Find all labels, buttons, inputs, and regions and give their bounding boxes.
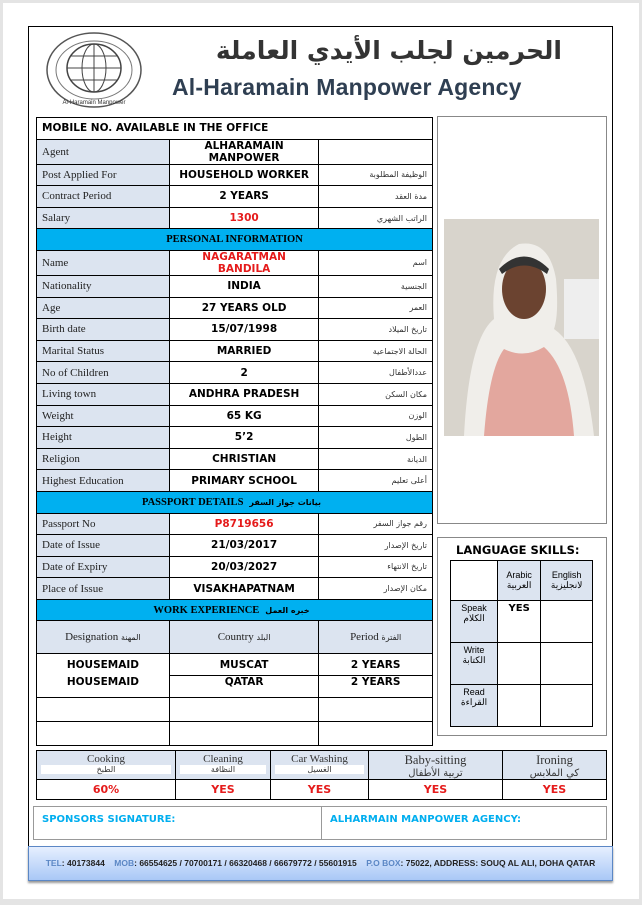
field-value: 20/03/2027 xyxy=(169,556,319,578)
lang-row-label xyxy=(451,643,498,685)
lang-arabic-value: YES xyxy=(498,601,541,643)
field-label: Date of Expiry xyxy=(37,556,170,578)
table-row xyxy=(37,578,433,600)
field-value: NAGARATMAN BANDILA xyxy=(169,250,319,275)
language-skills-table xyxy=(450,560,593,727)
field-label-arabic: أعلى تعليم xyxy=(319,470,433,492)
field-label-arabic: الديانة xyxy=(319,448,433,470)
skill-name-ar: كي الملابس xyxy=(529,768,580,779)
work-columns-row xyxy=(37,621,433,654)
skill-name-ar: الغسيل xyxy=(275,765,364,774)
work-designation: HOUSEMAID xyxy=(37,654,170,676)
skill-name-en: Car Washing xyxy=(291,753,348,765)
work-row-empty xyxy=(37,721,433,745)
column-country xyxy=(169,621,319,654)
personal-info-header: PERSONAL INFORMATION xyxy=(37,229,433,251)
lang-col-ar: العربية xyxy=(506,580,532,590)
field-value: ANDHRA PRADESH xyxy=(169,383,319,405)
agency-logo xyxy=(44,30,144,110)
skills-table xyxy=(36,750,607,800)
work-period: 2 YEARS xyxy=(319,654,433,676)
skill-name-en: Baby-sitting xyxy=(404,753,467,767)
field-value: 21/03/2017 xyxy=(169,535,319,557)
field-value: 2 xyxy=(169,362,319,384)
lang-col-en: English xyxy=(551,570,582,580)
field-label: Contract Period xyxy=(37,186,170,208)
skill-value: YES xyxy=(503,780,607,800)
work-designation: HOUSEMAID xyxy=(37,676,170,698)
lang-col-en: Arabic xyxy=(506,570,532,580)
field-label: Nationality xyxy=(37,275,170,297)
col-ar: الفترة xyxy=(381,633,402,643)
field-label-arabic: مكان الإصدار xyxy=(319,578,433,600)
col-en: Country xyxy=(217,631,254,644)
lang-arabic-value xyxy=(498,643,541,685)
mobile-notice: MOBILE NO. AVAILABLE IN THE OFFICE xyxy=(37,118,433,140)
lang-english-value xyxy=(541,643,593,685)
lang-col-ar: لانجليزية xyxy=(550,580,583,590)
field-label-arabic: تاريخ الإصدار xyxy=(319,535,433,557)
skill-name-ar: تربية الأطفال xyxy=(408,768,463,779)
field-label-arabic: الجنسية xyxy=(319,275,433,297)
lang-row-label xyxy=(451,601,498,643)
pobox-label: P.O BOX xyxy=(366,858,401,868)
lang-row-en: Read xyxy=(463,687,485,697)
main-info-table xyxy=(36,117,433,746)
skill-header xyxy=(37,751,176,780)
table-row xyxy=(37,448,433,470)
column-designation xyxy=(37,621,170,654)
skill-value: 60% xyxy=(37,780,176,800)
field-label: Passport No xyxy=(37,513,170,535)
field-value: HOUSEHOLD WORKER xyxy=(169,164,319,186)
lang-row xyxy=(451,685,593,727)
salary-value: 1300 xyxy=(169,207,319,229)
field-label: Agent xyxy=(37,139,170,164)
skill-header xyxy=(176,751,271,780)
footer-contact: TEL: 40173844 MOB: 66554625 / 70700171 / 66320468 / 66679772 / 55601915 P.O BOX: 75022, ADDRESS: SOUQ AL ALI, DOHA QATAR xyxy=(28,846,613,881)
skill-value: YES xyxy=(271,780,369,800)
mob-value: 66554625 / 70700171 / 66320468 / 66679772 / 55601915 xyxy=(139,858,357,868)
skill-name-en: Cooking xyxy=(87,753,125,765)
field-label-arabic: الوزن xyxy=(319,405,433,427)
skill-header xyxy=(369,751,503,780)
lang-english-value xyxy=(541,685,593,727)
skill-value: YES xyxy=(176,780,271,800)
lang-row-ar: الكتابة xyxy=(462,655,486,665)
work-country: MUSCAT xyxy=(169,654,319,676)
table-row xyxy=(37,383,433,405)
work-experience-header xyxy=(37,599,433,621)
table-row xyxy=(37,535,433,557)
skill-name-ar: النظافة xyxy=(180,765,266,774)
work-period: 2 YEARS xyxy=(319,676,433,698)
col-ar: المهنة xyxy=(121,633,141,643)
field-value: VISAKHAPATNAM xyxy=(169,578,319,600)
lang-row-ar: الكلام xyxy=(463,613,485,623)
field-label: Highest Education xyxy=(37,470,170,492)
table-row xyxy=(37,470,433,492)
work-row xyxy=(37,676,433,698)
agency-name-arabic: الحرمين لجلب الأيدي العاملة xyxy=(215,36,562,65)
table-row xyxy=(37,250,433,275)
field-label: Age xyxy=(37,297,170,319)
tel-value: 40173844 xyxy=(66,858,105,868)
field-value: 2 YEARS xyxy=(169,186,319,208)
agency-name-english: Al-Haramain Manpower Agency xyxy=(172,74,522,100)
field-value: 27 YEARS OLD xyxy=(169,297,319,319)
field-value: CHRISTIAN xyxy=(169,448,319,470)
field-value: 15/07/1998 xyxy=(169,319,319,341)
table-row xyxy=(37,319,433,341)
passport-header xyxy=(37,491,433,513)
field-label: Salary xyxy=(37,207,170,229)
field-label: Living town xyxy=(37,383,170,405)
table-row xyxy=(37,556,433,578)
field-label-arabic: الطول xyxy=(319,427,433,449)
applicant-photo xyxy=(444,219,599,436)
field-label-arabic: عددالأطفال xyxy=(319,362,433,384)
skill-value: YES xyxy=(369,780,503,800)
table-row xyxy=(37,139,433,164)
field-label: Religion xyxy=(37,448,170,470)
lang-row xyxy=(451,643,593,685)
lang-row xyxy=(451,601,593,643)
field-label: Date of Issue xyxy=(37,535,170,557)
table-row xyxy=(37,164,433,186)
col-en: Period xyxy=(350,631,379,644)
table-row xyxy=(37,186,433,208)
skill-name-en: Cleaning xyxy=(203,753,243,765)
field-label: No of Children xyxy=(37,362,170,384)
skill-header xyxy=(271,751,369,780)
skill-name-ar: الطبخ xyxy=(41,765,171,774)
field-value: MARRIED xyxy=(169,340,319,362)
work-country: QATAR xyxy=(169,676,319,698)
field-value: INDIA xyxy=(169,275,319,297)
language-skills-title: LANGUAGE SKILLS: xyxy=(456,543,580,557)
table-row xyxy=(37,513,433,535)
field-label: Birth date xyxy=(37,319,170,341)
field-label: Marital Status xyxy=(37,340,170,362)
table-row xyxy=(37,297,433,319)
work-header-en: WORK EXPERIENCE xyxy=(153,604,260,616)
field-label-arabic xyxy=(319,139,433,164)
mob-label: MOB xyxy=(114,858,135,868)
col-ar: البلد xyxy=(256,633,271,643)
table-row xyxy=(37,405,433,427)
field-label-arabic: مدة العقد xyxy=(319,186,433,208)
field-value: P8719656 xyxy=(169,513,319,535)
work-row xyxy=(37,654,433,676)
table-row xyxy=(37,207,433,229)
sponsor-signature: SPONSORS SIGNATURE: xyxy=(33,806,322,840)
agency-signature: ALHARMAIN MANPOWER AGENCY: xyxy=(321,806,607,840)
col-en: Designation xyxy=(65,631,119,644)
table-row xyxy=(37,427,433,449)
field-value: 65 KG xyxy=(169,405,319,427)
table-row xyxy=(37,362,433,384)
field-label-arabic: تاريخ الانتهاء xyxy=(319,556,433,578)
field-label-arabic: الحالة الاجتماعية xyxy=(319,340,433,362)
field-label: Name xyxy=(37,250,170,275)
lang-row-label xyxy=(451,685,498,727)
table-row xyxy=(37,340,433,362)
field-label-arabic: تاريخ الميلاد xyxy=(319,319,433,341)
work-row-empty xyxy=(37,697,433,721)
skill-name-en: Ironing xyxy=(536,753,573,767)
lang-row-en: Speak xyxy=(461,603,487,613)
field-label: Height xyxy=(37,427,170,449)
lang-col-arabic xyxy=(498,561,541,601)
field-label: Post Applied For xyxy=(37,164,170,186)
lang-arabic-value xyxy=(498,685,541,727)
passport-header-ar: بيانات جواز السفر xyxy=(249,497,322,507)
lang-col-english xyxy=(541,561,593,601)
field-label-arabic: الراتب الشهري xyxy=(319,207,433,229)
field-value: ALHARAMAIN MANPOWER xyxy=(169,139,319,164)
field-label-arabic: العمر xyxy=(319,297,433,319)
field-label-arabic: رقم جواز السفر xyxy=(319,513,433,535)
svg-text:Al-Haramain Manpower: Al-Haramain Manpower xyxy=(62,100,126,106)
work-header-ar: خبره العمل xyxy=(265,605,310,615)
field-label-arabic: الوظيفة المطلوبة xyxy=(319,164,433,186)
lang-corner xyxy=(451,561,498,601)
lang-row-ar: القراءة xyxy=(460,697,488,707)
field-label-arabic: مكان السكن xyxy=(319,383,433,405)
lang-row-en: Write xyxy=(463,645,485,655)
field-label: Weight xyxy=(37,405,170,427)
field-value: PRIMARY SCHOOL xyxy=(169,470,319,492)
skill-header xyxy=(503,751,607,780)
column-period xyxy=(319,621,433,654)
field-label: Place of Issue xyxy=(37,578,170,600)
field-value: 5’2 xyxy=(169,427,319,449)
table-row xyxy=(37,275,433,297)
passport-header-en: PASSPORT DETAILS xyxy=(141,496,244,508)
pobox-value: 75022, ADDRESS: SOUQ AL ALI, DOHA QATAR xyxy=(405,858,596,868)
tel-label: TEL xyxy=(45,858,62,868)
field-label-arabic: اسم xyxy=(319,250,433,275)
lang-english-value xyxy=(541,601,593,643)
